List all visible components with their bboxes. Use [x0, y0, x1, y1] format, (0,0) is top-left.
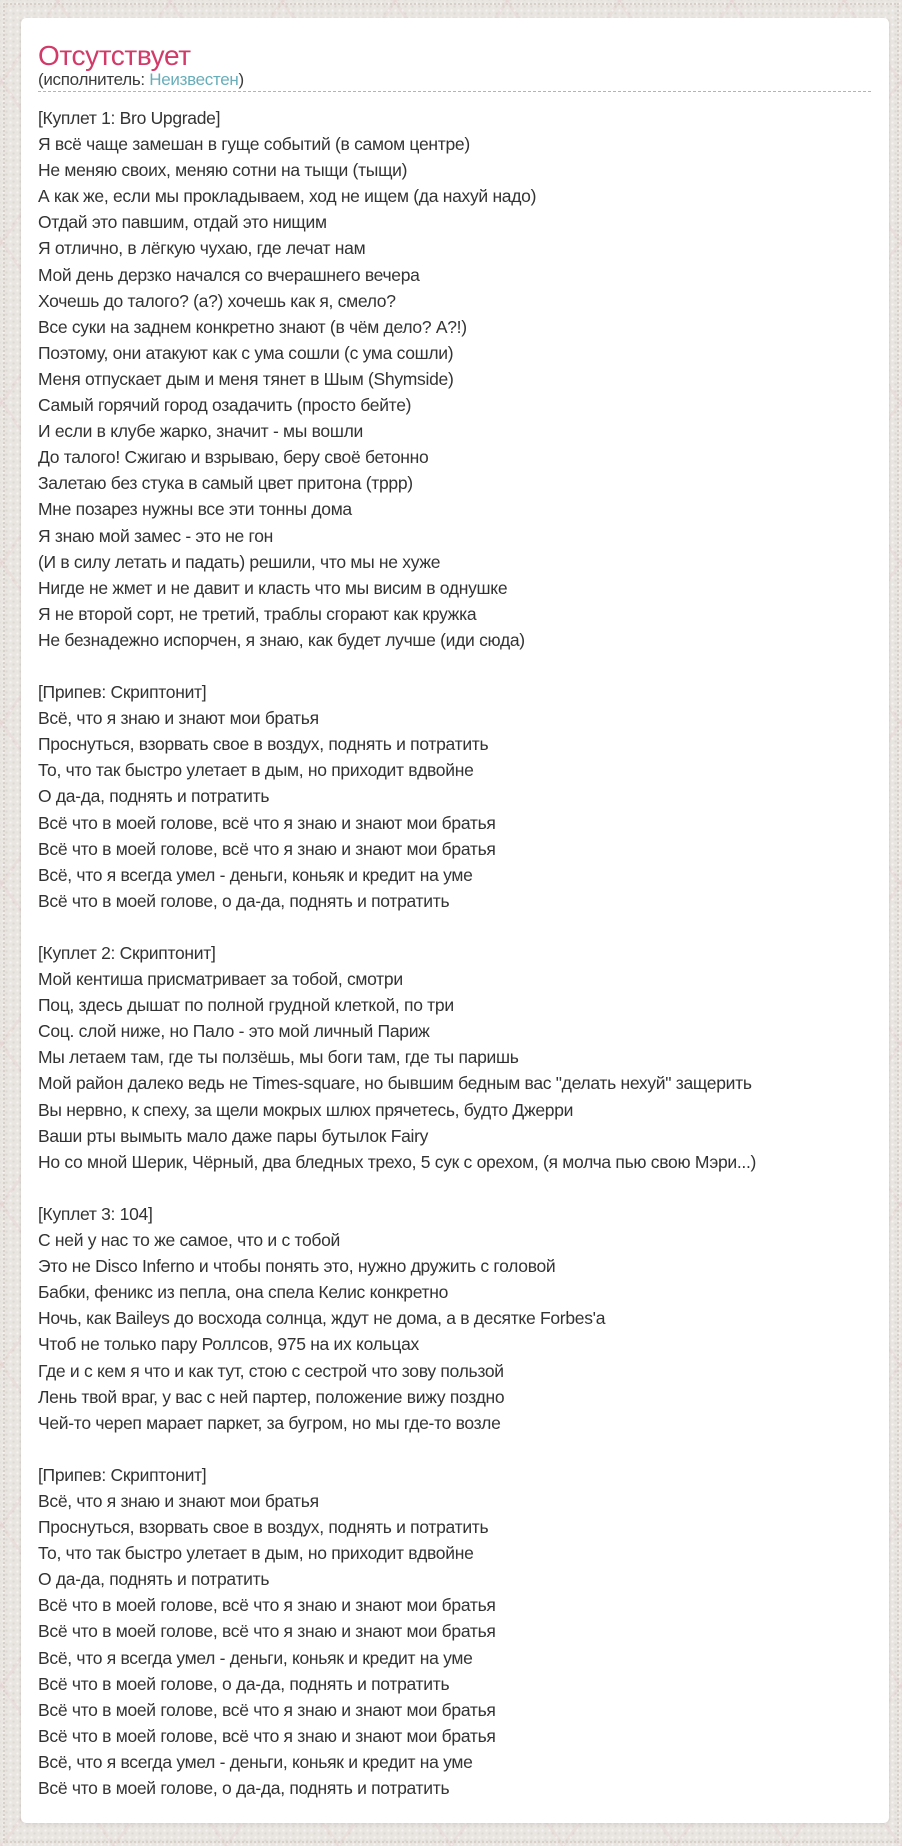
lyric-line: Проснуться, взорвать свое в воздух, поднять и потратить	[38, 1517, 489, 1538]
lyric-line: С ней у нас то же самое, что и с тобой	[38, 1230, 341, 1251]
lyric-line: Мой день дерзко начался со вчерашнего вечера	[38, 264, 420, 285]
lyric-line: Бабки, феникс из пепла, она спела Келис конкретно	[38, 1282, 449, 1303]
lyric-line: Где и с кем я что и как тут, стою с сестрой что зову пользой	[38, 1360, 504, 1381]
lyric-line: Не безнадежно испорчен, я знаю, как будет лучше (иди сюда)	[38, 629, 525, 650]
lyric-line: Всё, что я всегда умел - деньги, коньяк и кредит на уме	[38, 1647, 473, 1668]
artist-label-suffix: )	[238, 70, 244, 89]
lyric-line: [Припев: Скриптонит]	[38, 682, 207, 703]
lyric-line: Вы нервно, к спеху, за щели мокрых шлюх прячетесь, будто Джерри	[38, 1099, 574, 1120]
lyric-line: Ночь, как Baileys до восхода солнца, ждут не дома, а в десятке Forbes'а	[38, 1308, 606, 1329]
artist-label-prefix: (исполнитель:	[38, 70, 150, 89]
lyric-line: [Куплет 1: Bro Upgrade]	[38, 108, 221, 128]
block-gap	[38, 914, 872, 940]
lyric-line: Всё что в моей голове, всё что я знаю и знают мои братья	[38, 1621, 496, 1642]
lyrics-card	[21, 18, 889, 1823]
lyric-line: Поэтому, они атакуют как с ума сошли (с ума сошли)	[38, 342, 454, 363]
lyric-line: Меня отпускает дым и меня тянет в Шым (Shymside)	[38, 368, 454, 389]
lyric-line: Отдай это павшим, отдай это нищим	[38, 212, 327, 233]
lyric-line: Чей-то череп марает паркет, за бугром, но мы где-то возле	[38, 1412, 501, 1433]
lyric-line: Мы летаем там, где ты ползёшь, мы боги там, где ты паришь	[38, 1047, 519, 1068]
lyric-line: Мой район далеко ведь не Times-square, но бывшим бедным вас "делать нехуй" защерить	[38, 1073, 752, 1094]
lyric-line: Ваши рты вымыть мало даже пары бутылок Fairy	[38, 1125, 429, 1146]
song-title: Отсутствует	[38, 40, 191, 71]
lyric-line: Поц, здесь дышат по полной грудной клеткой, по три	[38, 995, 454, 1016]
lyric-line: Мне позарез нужны все эти тонны дома	[38, 499, 352, 520]
lyric-line: Это не Disco Inferno и чтобы понять это, нужно дружить с головой	[38, 1256, 556, 1277]
lyric-line: Лень твой враг, у вас с ней партер, положение вижу поздно	[38, 1386, 505, 1407]
lyrics-text	[38, 105, 872, 1801]
lyric-line: Соц. слой ниже, но Пало - это мой личный Париж	[38, 1021, 430, 1042]
lyric-line: То, что так быстро улетает в дым, но приходит вдвойне	[38, 1543, 474, 1564]
lyric-line: Всё что в моей голове, о да-да, поднять и потратить	[38, 890, 450, 911]
artist-link[interactable]: Неизвестен	[149, 70, 239, 89]
lyric-line: Самый горячий город озадачить (просто бейте)	[38, 395, 412, 416]
lyric-line: Всё, что я всегда умел - деньги, коньяк и кредит на уме	[38, 1751, 473, 1772]
lyric-line: Всё что в моей голове, всё что я знаю и знают мои братья	[38, 1725, 496, 1746]
lyric-line: Проснуться, взорвать свое в воздух, поднять и потратить	[38, 734, 489, 755]
artist-line	[38, 70, 872, 90]
lyric-line: О да-да, поднять и потратить	[38, 1569, 270, 1590]
lyric-line: [Куплет 3: 104]	[38, 1203, 153, 1224]
lyric-line: Я знаю мой замес - это не гон	[38, 525, 274, 546]
lyric-line: Всё, что я знаю и знают мои братья	[38, 1490, 319, 1511]
block-gap	[38, 653, 872, 679]
lyric-line: Всё, что я знаю и знают мои братья	[38, 708, 319, 729]
lyric-line: До талого! Сжигаю и взрываю, беру своё бетонно	[38, 447, 429, 468]
lyric-line: Всё что в моей голове, всё что я знаю и знают мои братья	[38, 812, 496, 833]
lyric-line: Залетаю без стука в самый цвет притона (тррр)	[38, 473, 413, 494]
lyric-line: [Припев: Скриптонит]	[38, 1464, 207, 1485]
lyric-line: Но со мной Шерик, Чёрный, два бледных трехо, 5 сук с орехом, (я молча пью свою Мэри...)	[38, 1151, 757, 1172]
lyric-line: Чтоб не только пару Роллсов, 975 на их кольцах	[38, 1334, 419, 1355]
lyric-line: Не меняю своих, меняю сотни на тыщи (тыщи)	[38, 160, 408, 181]
lyric-line: Всё что в моей голове, всё что я знаю и знают мои братья	[38, 1699, 496, 1720]
block-gap	[38, 1175, 872, 1201]
lyric-line: Я не второй сорт, не третий, траблы сгорают как кружка	[38, 603, 477, 624]
lyric-line: (И в силу летать и падать) решили, что мы не хуже	[38, 551, 441, 572]
lyric-line: И если в клубе жарко, значит - мы вошли	[38, 421, 363, 442]
dotted-separator	[38, 90, 871, 92]
lyric-line: Хочешь до талого? (а?) хочешь как я, смело?	[38, 290, 396, 311]
lyric-line: Все суки на заднем конкретно знают (в чём дело? А?!)	[38, 316, 467, 337]
lyric-line: Нигде не жмет и не давит и класть что мы висим в однушке	[38, 577, 508, 598]
lyric-line: Я отлично, в лёгкую чухаю, где лечат нам	[38, 238, 366, 259]
lyric-line: Всё что в моей голове, всё что я знаю и знают мои братья	[38, 1595, 496, 1616]
lyric-line: Всё что в моей голове, всё что я знаю и знают мои братья	[38, 838, 496, 859]
lyric-line: Я всё чаще замешан в гуще событий (в самом центре)	[38, 134, 470, 155]
block-gap	[38, 1436, 872, 1462]
lyric-line: О да-да, поднять и потратить	[38, 786, 270, 807]
lyric-line: Всё, что я всегда умел - деньги, коньяк и кредит на уме	[38, 864, 473, 885]
lyric-line: Всё что в моей голове, о да-да, поднять и потратить	[38, 1673, 450, 1694]
lyric-line: Всё что в моей голове, о да-да, поднять и потратить	[38, 1778, 450, 1798]
lyric-line: То, что так быстро улетает в дым, но приходит вдвойне	[38, 760, 474, 781]
lyric-line: [Куплет 2: Скриптонит]	[38, 943, 216, 963]
lyric-line: Мой кентиша присматривает за тобой, смотри	[38, 969, 403, 990]
lyric-line: А как же, если мы прокладываем, ход не ищем (да нахуй надо)	[38, 186, 537, 207]
